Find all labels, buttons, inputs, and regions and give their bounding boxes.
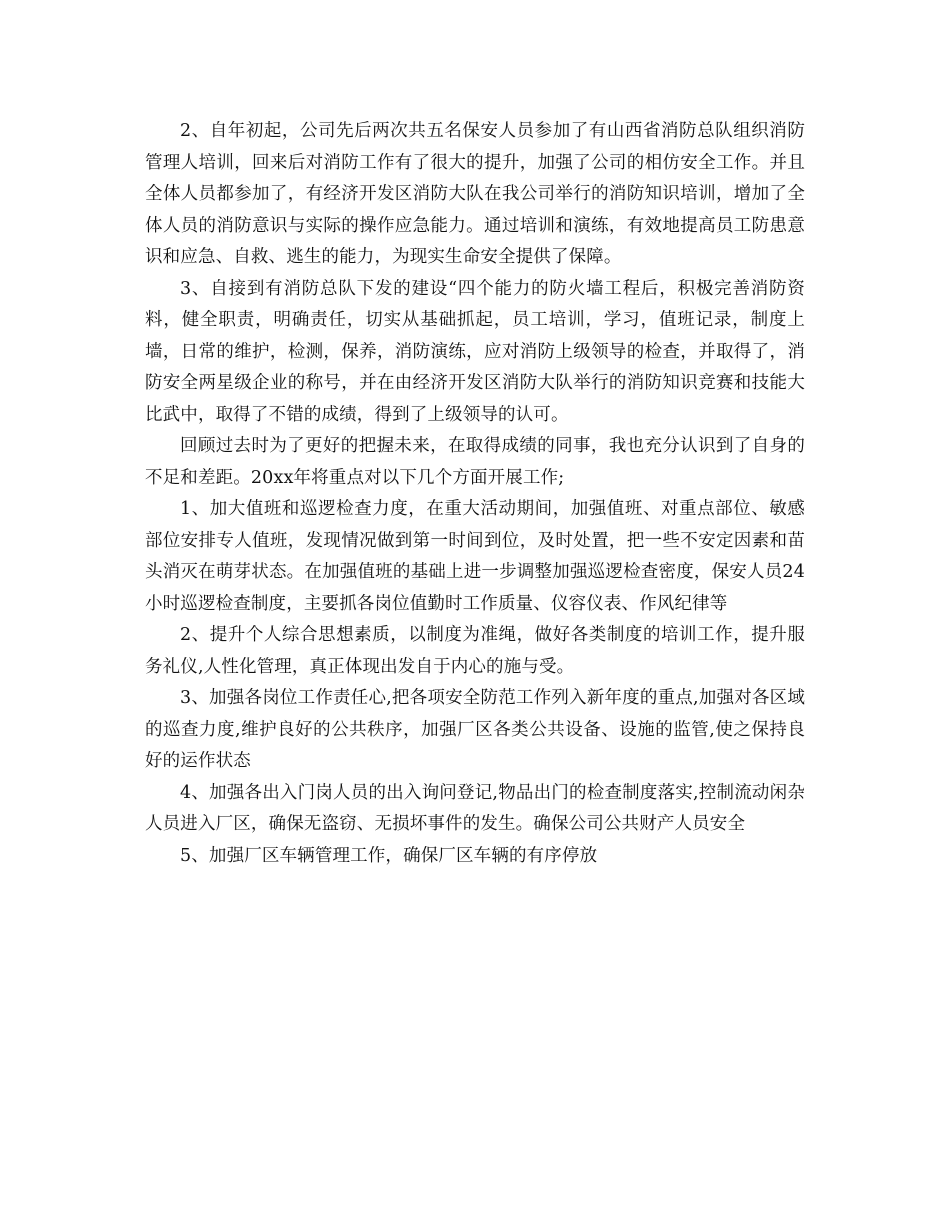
document-body [145, 116, 805, 872]
paragraph-firewall-project: 3、自接到有消防总队下发的建设“四个能力的防火墙工程后，积极完善消防资料，健全职责，明确责任，切实从基础抓起，员工培训，学习，值班记录，制度上墙，日常的维护，检测，保养，消防演练，应对消防上级领导的检查，并取得了，消防安全两星级企业的称号，并在由经济开发区消防大队举行的消防知识竞赛和技能大比武中，取得了不错的成绩，得到了上级领导的认可。 [145, 278, 805, 425]
paragraph-training: 2、自年初起，公司先后两次共五名保安人员参加了有山西省消防总队组织消防管理人培训，回来后对消防工作有了很大的提升，加强了公司的相仿安全工作。并且全体人员都参加了，有经济开发区消防大队在我公司举行的消防知识培训，增加了全体人员的消防意识与实际的操作应急能力。通过培训和演练，有效地提高员工防患意识和应急、自救、逃生的能力，为现实生命安全提供了保障。 [145, 121, 805, 267]
paragraph-review: 回顾过去时为了更好的把握未来，在取得成绩的同事，我也充分认识到了自身的不足和差距。20xx年将重点对以下几个方面开展工作; [145, 436, 805, 488]
paragraph-vehicle-management: 5、加强厂区车辆管理工作，确保厂区车辆的有序停放 [180, 845, 598, 866]
paragraph-patrol: 1、加大值班和巡逻检查力度，在重大活动期间，加强值班、对重点部位、敏感部位安排专人值班，发现情况做到第一时间到位，及时处置，把一些不安定因素和苗头消灭在萌芽状态。在加强值班的基础上进一步调整加强巡逻检查密度，保安人员24小时巡逻检查制度，主要抓各岗位值勤时工作质量、仪容仪表、作风纪律等 [145, 499, 805, 614]
paragraph-quality: 2、提升个人综合思想素质，以制度为准绳，做好各类制度的培训工作，提升服务礼仪,人性化管理，真正体现出发自于内心的施与受。 [145, 625, 805, 677]
paragraph-responsibility: 3、加强各岗位工作责任心,把各项安全防范工作列入新年度的重点,加强对各区域的巡查力度,维护良好的公共秩序，加强厂区各类公共设备、设施的监管,使之保持良好的运作状态 [145, 688, 805, 771]
paragraph-gate-registration: 4、加强各出入门岗人员的出入询问登记,物品出门的检查制度落实,控制流动闲杂人员进入厂区，确保无盗窃、无损坏事件的发生。确保公司公共财产人员安全 [145, 782, 805, 834]
